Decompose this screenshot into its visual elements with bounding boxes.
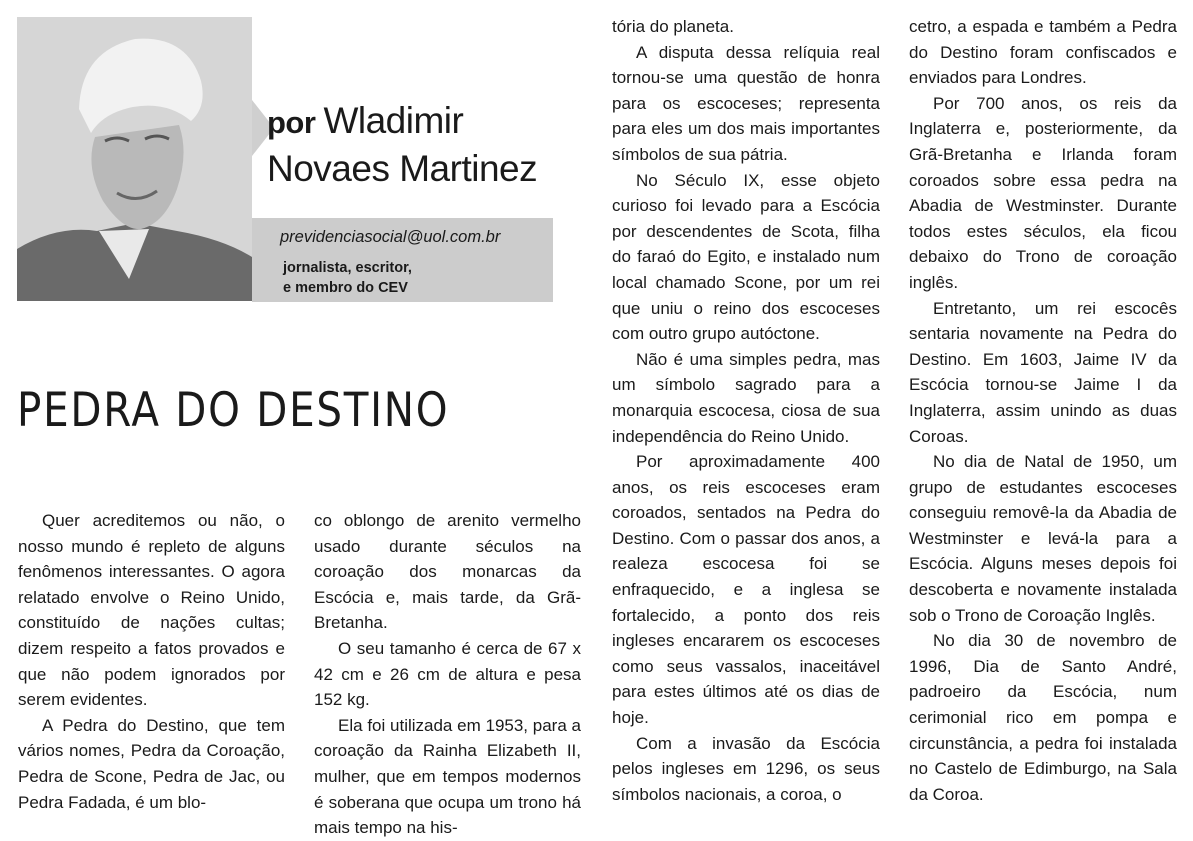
author-role — [283, 258, 412, 298]
author-email: previdenciasocial@uol.com.br — [280, 228, 501, 246]
author-photo — [17, 17, 252, 301]
paragraph: Não é uma simples pedra, mas um símbolo sagrado para a monarquia escocesa, ciosa de sua independência do Reino Unido. — [612, 349, 880, 446]
author-byline — [267, 98, 537, 192]
author-name-line2: Novaes Martinez — [267, 148, 538, 189]
paragraph: Por 700 anos, os reis da Inglaterra e, posteriormente, da Grã-Bretanha e Irlanda foram coroados sobre essa pedra na Abadia de Westminster. Durante todos estes séculos, ela ficou debaixo do Trono de coroação inglês. — [909, 93, 1177, 292]
paragraph: No dia 30 de novembro de 1996, Dia de Santo André, padroeiro da Escócia, num cerimonial rico em pompa e circunstância, a pedra foi instalada no Castelo de Edimburgo, na Sala da Coroa. — [909, 631, 1177, 804]
article-column-4 — [909, 14, 1177, 807]
paragraph: No dia de Natal de 1950, um grupo de estudantes escoceses conseguiu removê-la da Abadia de Westminster e levá-la para a Escócia. Alguns meses depois foi descoberta e novamente instalada sob o Trono de Coroação Inglês. — [909, 452, 1177, 625]
paragraph: A disputa dessa relíquia real tornou-se uma questão de honra para os escoceses; representa para eles um dos mais importantes símbolos de sua pátria. — [612, 42, 880, 164]
byline-prefix: por — [267, 105, 316, 140]
paragraph: No Século IX, esse objeto curioso foi levado para a Escócia por descendentes de Scota, filha do faraó do Egito, e instalado num local chamado Scone, por um rei que uniu o reino dos escoceses com outro grupo autóctone. — [612, 170, 880, 344]
article-title: PEDRA DO DESTINO — [17, 383, 450, 438]
article-column-1 — [18, 508, 285, 815]
paragraph: A Pedra do Destino, que tem vários nomes, Pedra da Coroação, Pedra de Scone, Pedra de Jac, ou Pedra Fadada, é um blo- — [18, 715, 285, 812]
article-column-3 — [612, 14, 880, 807]
article-column-2 — [314, 508, 581, 841]
author-role-line1: jornalista, escritor, — [283, 260, 412, 276]
author-name-line1: Wladimir — [323, 100, 464, 141]
paragraph: Com a invasão da Escócia pelos ingleses em 1296, os seus símbolos nacionais, a coroa, o — [612, 733, 880, 804]
paragraph: Ela foi utilizada em 1953, para a coroação da Rainha Elizabeth II, mulher, que em tempos modernos é soberana que ocupa um trono há mais tempo na his- — [314, 715, 581, 838]
author-contact-box — [252, 218, 553, 302]
paragraph: O seu tamanho é cerca de 67 x 42 cm e 26 cm de altura e pesa 152 kg. — [314, 638, 581, 710]
paragraph: co oblongo de arenito vermelho usado durante séculos na coroação dos monarcas da Escócia e, mais tarde, da Grã-Bretanha. — [314, 511, 581, 633]
paragraph: tória do planeta. — [612, 17, 734, 36]
paragraph: Quer acreditemos ou não, o nosso mundo é repleto de alguns fenômenos interessantes. O agora relatado envolve o Reino Unido, constituído de nações cultas; dizem respeito a fatos provados e que não podem ignorados por serem evidentes. — [18, 511, 285, 710]
paragraph: cetro, a espada e também a Pedra do Destino foram confiscados e enviados para Londres. — [909, 17, 1177, 88]
paragraph: Por aproximadamente 400 anos, os reis escoceses eram coroados, sentados na Pedra do Destino. Com o passar dos anos, a realeza escocesa foi se enfraquecido, e a inglesa se fortalecido, a ponto dos reis ingleses encararem os escoceses como seus vassalos, inaceitável para estes últimos até os dias de hoje. — [612, 452, 880, 728]
paragraph: Entretanto, um rei escocês sentaria novamente na Pedra do Destino. Em 1603, Jaime IV da Escócia tornou-se Jaime I da Inglaterra, assim unindo as duas Coroas. — [909, 298, 1177, 446]
author-role-line2: e membro do CEV — [283, 280, 408, 296]
